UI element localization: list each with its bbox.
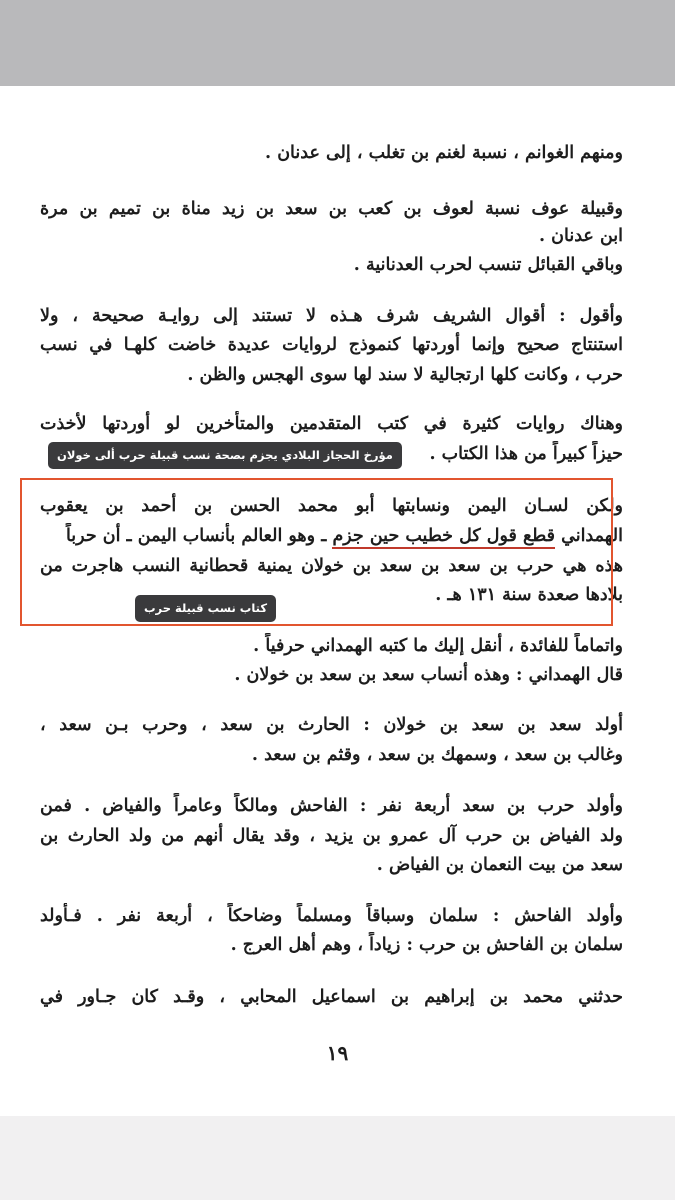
text-line: وباقي القبائل تنسب لحرب العدنانية .	[353, 255, 623, 275]
text-line: وأولد حرب بن سعد أربعة نفر : الفاحش ومالكاً وعامراً والفياض . فمن	[40, 796, 623, 816]
text-line: وهناك روايات كثيرة في كتب المتقدمين والمتأخرين لو أوردتها لأخذت	[40, 414, 623, 434]
text-line: واتماماً للفائدة ، أنقل إليك ما كتبه الهمداني حرفياً .	[253, 636, 623, 656]
text-line: هذه هي حرب بن سعد بن سعد بن خولان يمنية قحطانية النسب هاجرت من	[40, 556, 623, 576]
annotation-label: كتاب نسب قبيلة حرب	[135, 595, 276, 622]
text-line: ومنهم الغوانم ، نسبة لغنم بن تغلب ، إلى عدنان .	[265, 143, 623, 163]
text-line: قال الهمداني : وهذه أنساب سعد بن سعد بن خولان .	[234, 665, 623, 685]
top-gray-bar	[0, 0, 675, 86]
text-fragment: ـ وهو العالم بأنساب اليمن ـ أن حرباً	[65, 526, 327, 546]
text-line: وغالب بن سعد ، وسمهك بن سعد ، وقثم بن سعد .	[251, 745, 623, 765]
text-line: ولكن لسـان اليمن ونسابتها أبو محمد الحسن بن أحمد بن يعقوب	[40, 496, 623, 516]
text-line: حدثني محمد بن إبراهيم بن اسماعيل المحابي ، وقـد كان جـاور في	[40, 987, 623, 1007]
text-line: بلادها صعدة سنة ١٣١ هـ .	[435, 585, 623, 605]
page-number: ١٩	[326, 1041, 349, 1065]
text-line: وأقول : أقوال الشريف شرف هـذه لا تستند إلى روايـة صحيحة ، ولا	[40, 306, 623, 326]
text-line: حرب ، وكانت كلها ارتجالية لا سند لها سوى الهجس والظن .	[187, 365, 623, 385]
text-line: وأولد الفاحش : سلمان وسباقاً ومسلماً وضاحكاً ، أربعة نفر . فـأولد	[40, 906, 623, 926]
annotation-label: مؤرخ الحجاز البلادي يجزم بصحة نسب قبيلة حرب ألى خولان	[48, 442, 402, 469]
text-line: استنتاج صحيح وإنما أوردتها كنموذج لروايات عديدة خاضت كلهـا في نسب	[40, 335, 623, 355]
text-line: سعد من بيت النعمان بن الفياض .	[376, 855, 623, 875]
underlined-quote: قطع قول كل خطيب حين جزم	[332, 526, 555, 549]
text-line: حيزاً كبيراً من هذا الكتاب .	[429, 444, 623, 464]
text-line: أولد سعد بن سعد بن خولان : الحارث بن سعد ، وحرب بـن سعد ،	[40, 715, 623, 735]
bottom-bar	[0, 1116, 675, 1200]
text-line: ولد الفياض بن حرب آل عمرو بن يزيد ، وقد يقال أنهم من ولد الحارث بن	[40, 826, 623, 846]
text-line: ابن عدنان .	[538, 226, 623, 246]
highlight-box	[20, 478, 613, 626]
text-line: وقبيلة عوف نسبة لعوف بن كعب بن سعد بن زيد مناة بن تميم بن مرة	[40, 199, 623, 219]
text-fragment: الهمداني	[561, 526, 623, 546]
text-line: سلمان بن الفاحش بن حرب : زياداً ، وهم أهل العرج .	[230, 935, 623, 955]
